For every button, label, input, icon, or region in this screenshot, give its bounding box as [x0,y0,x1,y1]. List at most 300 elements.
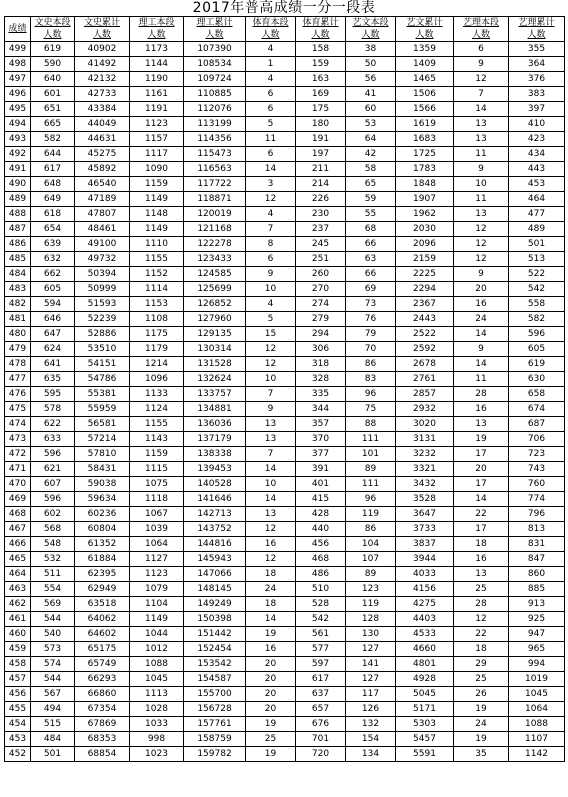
count-cell: 760 [509,477,565,492]
count-cell: 20 [246,702,296,717]
count-cell: 4660 [396,642,454,657]
count-cell: 1175 [130,327,184,342]
count-cell: 237 [296,222,346,237]
count-cell: 4 [246,72,296,87]
count-cell: 127 [346,642,396,657]
count-cell: 640 [31,72,75,87]
score-cell: 455 [5,702,31,717]
count-cell: 14 [246,162,296,177]
count-cell: 1683 [396,132,454,147]
count-cell: 65175 [75,642,130,657]
count-cell: 14 [454,327,509,342]
table-row [5,537,565,552]
score-cell: 482 [5,297,31,312]
count-cell: 117 [346,687,396,702]
count-cell: 1124 [130,402,184,417]
count-cell: 12 [454,72,509,87]
count-cell: 1079 [130,582,184,597]
count-cell: 114356 [184,132,246,147]
count-cell: 51593 [75,297,130,312]
count-cell: 18 [454,537,509,552]
count-cell: 12 [454,222,509,237]
count-cell: 115473 [184,147,246,162]
table-row [5,267,565,282]
count-cell: 15 [246,327,296,342]
count-cell: 96 [346,387,396,402]
count-cell: 1619 [396,117,454,132]
count-cell: 154 [346,732,396,747]
count-cell: 47807 [75,207,130,222]
count-cell: 274 [296,297,346,312]
count-cell: 88 [346,417,396,432]
count-cell: 14 [454,102,509,117]
count-cell: 1149 [130,612,184,627]
count-cell: 12 [246,357,296,372]
count-cell: 122278 [184,237,246,252]
table-row [5,687,565,702]
count-cell: 138338 [184,447,246,462]
count-cell: 860 [509,567,565,582]
count-cell: 554 [31,582,75,597]
count-cell: 134 [346,747,396,762]
table-row [5,642,565,657]
count-cell: 3647 [396,507,454,522]
count-cell: 548 [31,537,75,552]
page-title: 2017年普高成绩一分一段表 [192,0,376,16]
count-cell: 9 [246,402,296,417]
count-cell: 49732 [75,252,130,267]
count-cell: 40902 [75,42,130,57]
table-row [5,507,565,522]
score-cell: 454 [5,717,31,732]
count-cell: 19 [246,747,296,762]
count-cell: 180 [296,117,346,132]
count-cell: 108534 [184,57,246,72]
count-cell: 1143 [130,432,184,447]
count-cell: 1088 [509,717,565,732]
count-cell: 328 [296,372,346,387]
count-cell: 456 [296,537,346,552]
count-cell: 14 [454,357,509,372]
count-cell: 54786 [75,372,130,387]
count-cell: 13 [246,507,296,522]
score-cell: 484 [5,267,31,282]
count-cell: 796 [509,507,565,522]
count-cell: 641 [31,357,75,372]
count-cell: 13 [454,207,509,222]
count-cell: 109724 [184,72,246,87]
table-row [5,627,565,642]
count-cell: 428 [296,507,346,522]
count-cell: 29 [454,657,509,672]
count-cell: 4 [246,297,296,312]
table-row [5,162,565,177]
score-cell: 498 [5,57,31,72]
table-row [5,297,565,312]
count-cell: 119 [346,597,396,612]
count-cell: 62949 [75,582,130,597]
count-cell: 41 [346,87,396,102]
count-cell: 7 [246,447,296,462]
count-cell: 410 [509,117,565,132]
count-cell: 43384 [75,102,130,117]
count-cell: 501 [509,237,565,252]
table-row [5,117,565,132]
count-cell: 2678 [396,357,454,372]
count-cell: 743 [509,462,565,477]
count-cell: 813 [509,522,565,537]
score-cell: 493 [5,132,31,147]
count-cell: 197 [296,147,346,162]
count-cell: 119 [346,507,396,522]
score-cell: 480 [5,327,31,342]
count-cell: 665 [31,117,75,132]
table-row [5,192,565,207]
count-cell: 4033 [396,567,454,582]
count-cell: 3733 [396,522,454,537]
count-cell: 60804 [75,522,130,537]
count-cell: 66 [346,267,396,282]
count-cell: 624 [31,342,75,357]
column-header [5,17,31,42]
count-cell: 59 [346,192,396,207]
count-cell: 2294 [396,282,454,297]
count-cell: 2225 [396,267,454,282]
count-cell: 46540 [75,177,130,192]
score-cell: 478 [5,357,31,372]
score-cell: 469 [5,492,31,507]
count-cell: 464 [509,192,565,207]
count-cell: 9 [454,267,509,282]
count-cell: 1173 [130,42,184,57]
table-body [5,42,565,762]
count-cell: 635 [31,372,75,387]
score-cell: 456 [5,687,31,702]
count-cell: 61352 [75,537,130,552]
count-cell: 648 [31,177,75,192]
header-row [5,17,565,42]
score-cell: 452 [5,747,31,762]
score-cell: 495 [5,102,31,117]
score-cell: 494 [5,117,31,132]
count-cell: 511 [31,567,75,582]
count-cell: 632 [31,252,75,267]
count-cell: 67354 [75,702,130,717]
count-cell: 60236 [75,507,130,522]
count-cell: 376 [509,72,565,87]
score-cell: 487 [5,222,31,237]
count-cell: 143752 [184,522,246,537]
count-cell: 1114 [130,282,184,297]
table-row [5,372,565,387]
count-cell: 17 [454,447,509,462]
count-cell: 116563 [184,162,246,177]
count-cell: 1144 [130,57,184,72]
count-cell: 676 [296,717,346,732]
count-cell: 25 [246,732,296,747]
count-cell: 1149 [130,192,184,207]
count-cell: 1067 [130,507,184,522]
score-cell: 476 [5,387,31,402]
count-cell: 13 [454,567,509,582]
count-cell: 2761 [396,372,454,387]
column-header [31,17,75,42]
table-row [5,147,565,162]
count-cell: 605 [31,282,75,297]
count-cell: 22 [454,507,509,522]
count-cell: 65749 [75,657,130,672]
column-header [296,17,346,42]
count-cell: 617 [296,672,346,687]
count-cell: 596 [31,447,75,462]
column-header-line2: 人数 [471,30,490,40]
score-cell: 464 [5,567,31,582]
count-cell: 1133 [130,387,184,402]
count-cell: 397 [509,102,565,117]
table-row [5,222,565,237]
count-cell: 658 [509,387,565,402]
table-row [5,432,565,447]
count-cell: 1214 [130,357,184,372]
count-cell: 2443 [396,312,454,327]
count-cell: 1 [246,57,296,72]
count-cell: 3837 [396,537,454,552]
count-cell: 16 [246,642,296,657]
count-cell: 1179 [130,342,184,357]
count-cell: 6 [246,102,296,117]
count-cell: 16 [454,552,509,567]
count-cell: 117722 [184,177,246,192]
score-cell: 497 [5,72,31,87]
count-cell: 637 [296,687,346,702]
count-cell: 155700 [184,687,246,702]
count-cell: 57810 [75,447,130,462]
count-cell: 5045 [396,687,454,702]
count-cell: 86 [346,522,396,537]
score-cell: 470 [5,477,31,492]
count-cell: 245 [296,237,346,252]
count-cell: 1096 [130,372,184,387]
count-cell: 596 [31,492,75,507]
count-cell: 130 [346,627,396,642]
count-cell: 59038 [75,477,130,492]
table-row [5,477,565,492]
count-cell: 145943 [184,552,246,567]
count-cell: 10 [246,372,296,387]
count-cell: 251 [296,252,346,267]
count-cell: 1107 [509,732,565,747]
column-header-line2: 人数 [43,30,62,40]
count-cell: 1848 [396,177,454,192]
count-cell: 113199 [184,117,246,132]
count-cell: 1104 [130,597,184,612]
count-cell: 53 [346,117,396,132]
count-cell: 4928 [396,672,454,687]
count-cell: 3944 [396,552,454,567]
count-cell: 19 [246,717,296,732]
count-cell: 651 [31,102,75,117]
count-cell: 52239 [75,312,130,327]
count-cell: 7 [246,387,296,402]
count-cell: 561 [296,627,346,642]
count-cell: 123 [346,582,396,597]
count-cell: 294 [296,327,346,342]
count-cell: 169 [296,87,346,102]
count-cell: 17 [454,477,509,492]
count-cell: 617 [31,162,75,177]
column-header-line1: 艺理本段 [462,18,499,28]
count-cell: 306 [296,342,346,357]
count-cell: 42132 [75,72,130,87]
column-header-line1: 理工累计 [196,18,233,28]
count-cell: 4275 [396,597,454,612]
count-cell: 440 [296,522,346,537]
count-cell: 318 [296,357,346,372]
count-cell: 1161 [130,87,184,102]
count-cell: 630 [509,372,565,387]
count-cell: 723 [509,447,565,462]
count-cell: 513 [509,252,565,267]
count-cell: 130314 [184,342,246,357]
count-cell: 1110 [130,237,184,252]
count-cell: 8 [246,237,296,252]
count-cell: 10 [454,177,509,192]
count-cell: 1159 [130,177,184,192]
score-cell: 492 [5,147,31,162]
column-header [246,17,296,42]
count-cell: 1118 [130,492,184,507]
score-cell: 461 [5,612,31,627]
count-cell: 152454 [184,642,246,657]
count-cell: 11 [454,372,509,387]
count-cell: 1033 [130,717,184,732]
score-cell: 485 [5,252,31,267]
score-cell: 453 [5,732,31,747]
count-cell: 344 [296,402,346,417]
count-cell: 20 [246,672,296,687]
count-cell: 59634 [75,492,130,507]
count-cell: 79 [346,327,396,342]
count-cell: 5303 [396,717,454,732]
count-cell: 1064 [509,702,565,717]
count-cell: 1409 [396,57,454,72]
count-cell: 41492 [75,57,130,72]
count-cell: 127960 [184,312,246,327]
count-cell: 67869 [75,717,130,732]
score-cell: 462 [5,597,31,612]
count-cell: 17 [454,522,509,537]
table-row [5,252,565,267]
score-cell: 488 [5,207,31,222]
count-cell: 68854 [75,747,130,762]
count-cell: 18 [454,642,509,657]
count-cell: 137179 [184,432,246,447]
count-cell: 20 [454,462,509,477]
count-cell: 60 [346,102,396,117]
count-cell: 163 [296,72,346,87]
count-cell: 12 [246,342,296,357]
count-cell: 618 [31,207,75,222]
table-row [5,567,565,582]
count-cell: 47189 [75,192,130,207]
count-cell: 38 [346,42,396,57]
count-cell: 139453 [184,462,246,477]
count-cell: 56581 [75,417,130,432]
score-cell: 463 [5,582,31,597]
count-cell: 639 [31,237,75,252]
score-cell: 474 [5,417,31,432]
count-cell: 75 [346,402,396,417]
count-cell: 9 [454,57,509,72]
score-cell: 490 [5,177,31,192]
count-cell: 601 [31,87,75,102]
count-cell: 19 [246,627,296,642]
count-cell: 260 [296,267,346,282]
count-cell: 501 [31,747,75,762]
count-cell: 540 [31,627,75,642]
score-cell: 471 [5,462,31,477]
count-cell: 1088 [130,657,184,672]
count-cell: 66 [346,237,396,252]
count-cell: 20 [246,687,296,702]
count-cell: 191 [296,132,346,147]
count-cell: 19 [454,702,509,717]
count-cell: 649 [31,192,75,207]
count-cell: 2367 [396,297,454,312]
count-cell: 73 [346,297,396,312]
count-cell: 1566 [396,102,454,117]
table-row [5,447,565,462]
column-header-line2: 人数 [92,30,111,40]
count-cell: 423 [509,132,565,147]
count-cell: 1090 [130,162,184,177]
count-cell: 49100 [75,237,130,252]
count-cell: 63 [346,252,396,267]
count-cell: 2030 [396,222,454,237]
count-cell: 26 [454,687,509,702]
count-cell: 55959 [75,402,130,417]
count-cell: 13 [246,417,296,432]
count-cell: 573 [31,642,75,657]
column-header [396,17,454,42]
count-cell: 211 [296,162,346,177]
count-cell: 567 [31,687,75,702]
count-cell: 377 [296,447,346,462]
count-cell: 568 [31,522,75,537]
count-cell: 720 [296,747,346,762]
column-header-line2: 人数 [311,30,330,40]
count-cell: 706 [509,432,565,447]
column-header-line1: 艺文累计 [406,18,443,28]
count-cell: 104 [346,537,396,552]
count-cell: 370 [296,432,346,447]
count-cell: 76 [346,312,396,327]
count-cell: 24 [454,312,509,327]
count-cell: 558 [509,297,565,312]
count-cell: 582 [31,132,75,147]
score-cell: 496 [5,87,31,102]
count-cell: 3 [246,177,296,192]
column-header-line2: 人数 [261,30,280,40]
table-row [5,717,565,732]
column-header-line1: 体育累计 [302,18,339,28]
column-header [346,17,396,42]
count-cell: 594 [31,297,75,312]
count-cell: 24 [246,582,296,597]
count-cell: 1153 [130,297,184,312]
count-cell: 1123 [130,117,184,132]
table-row [5,492,565,507]
